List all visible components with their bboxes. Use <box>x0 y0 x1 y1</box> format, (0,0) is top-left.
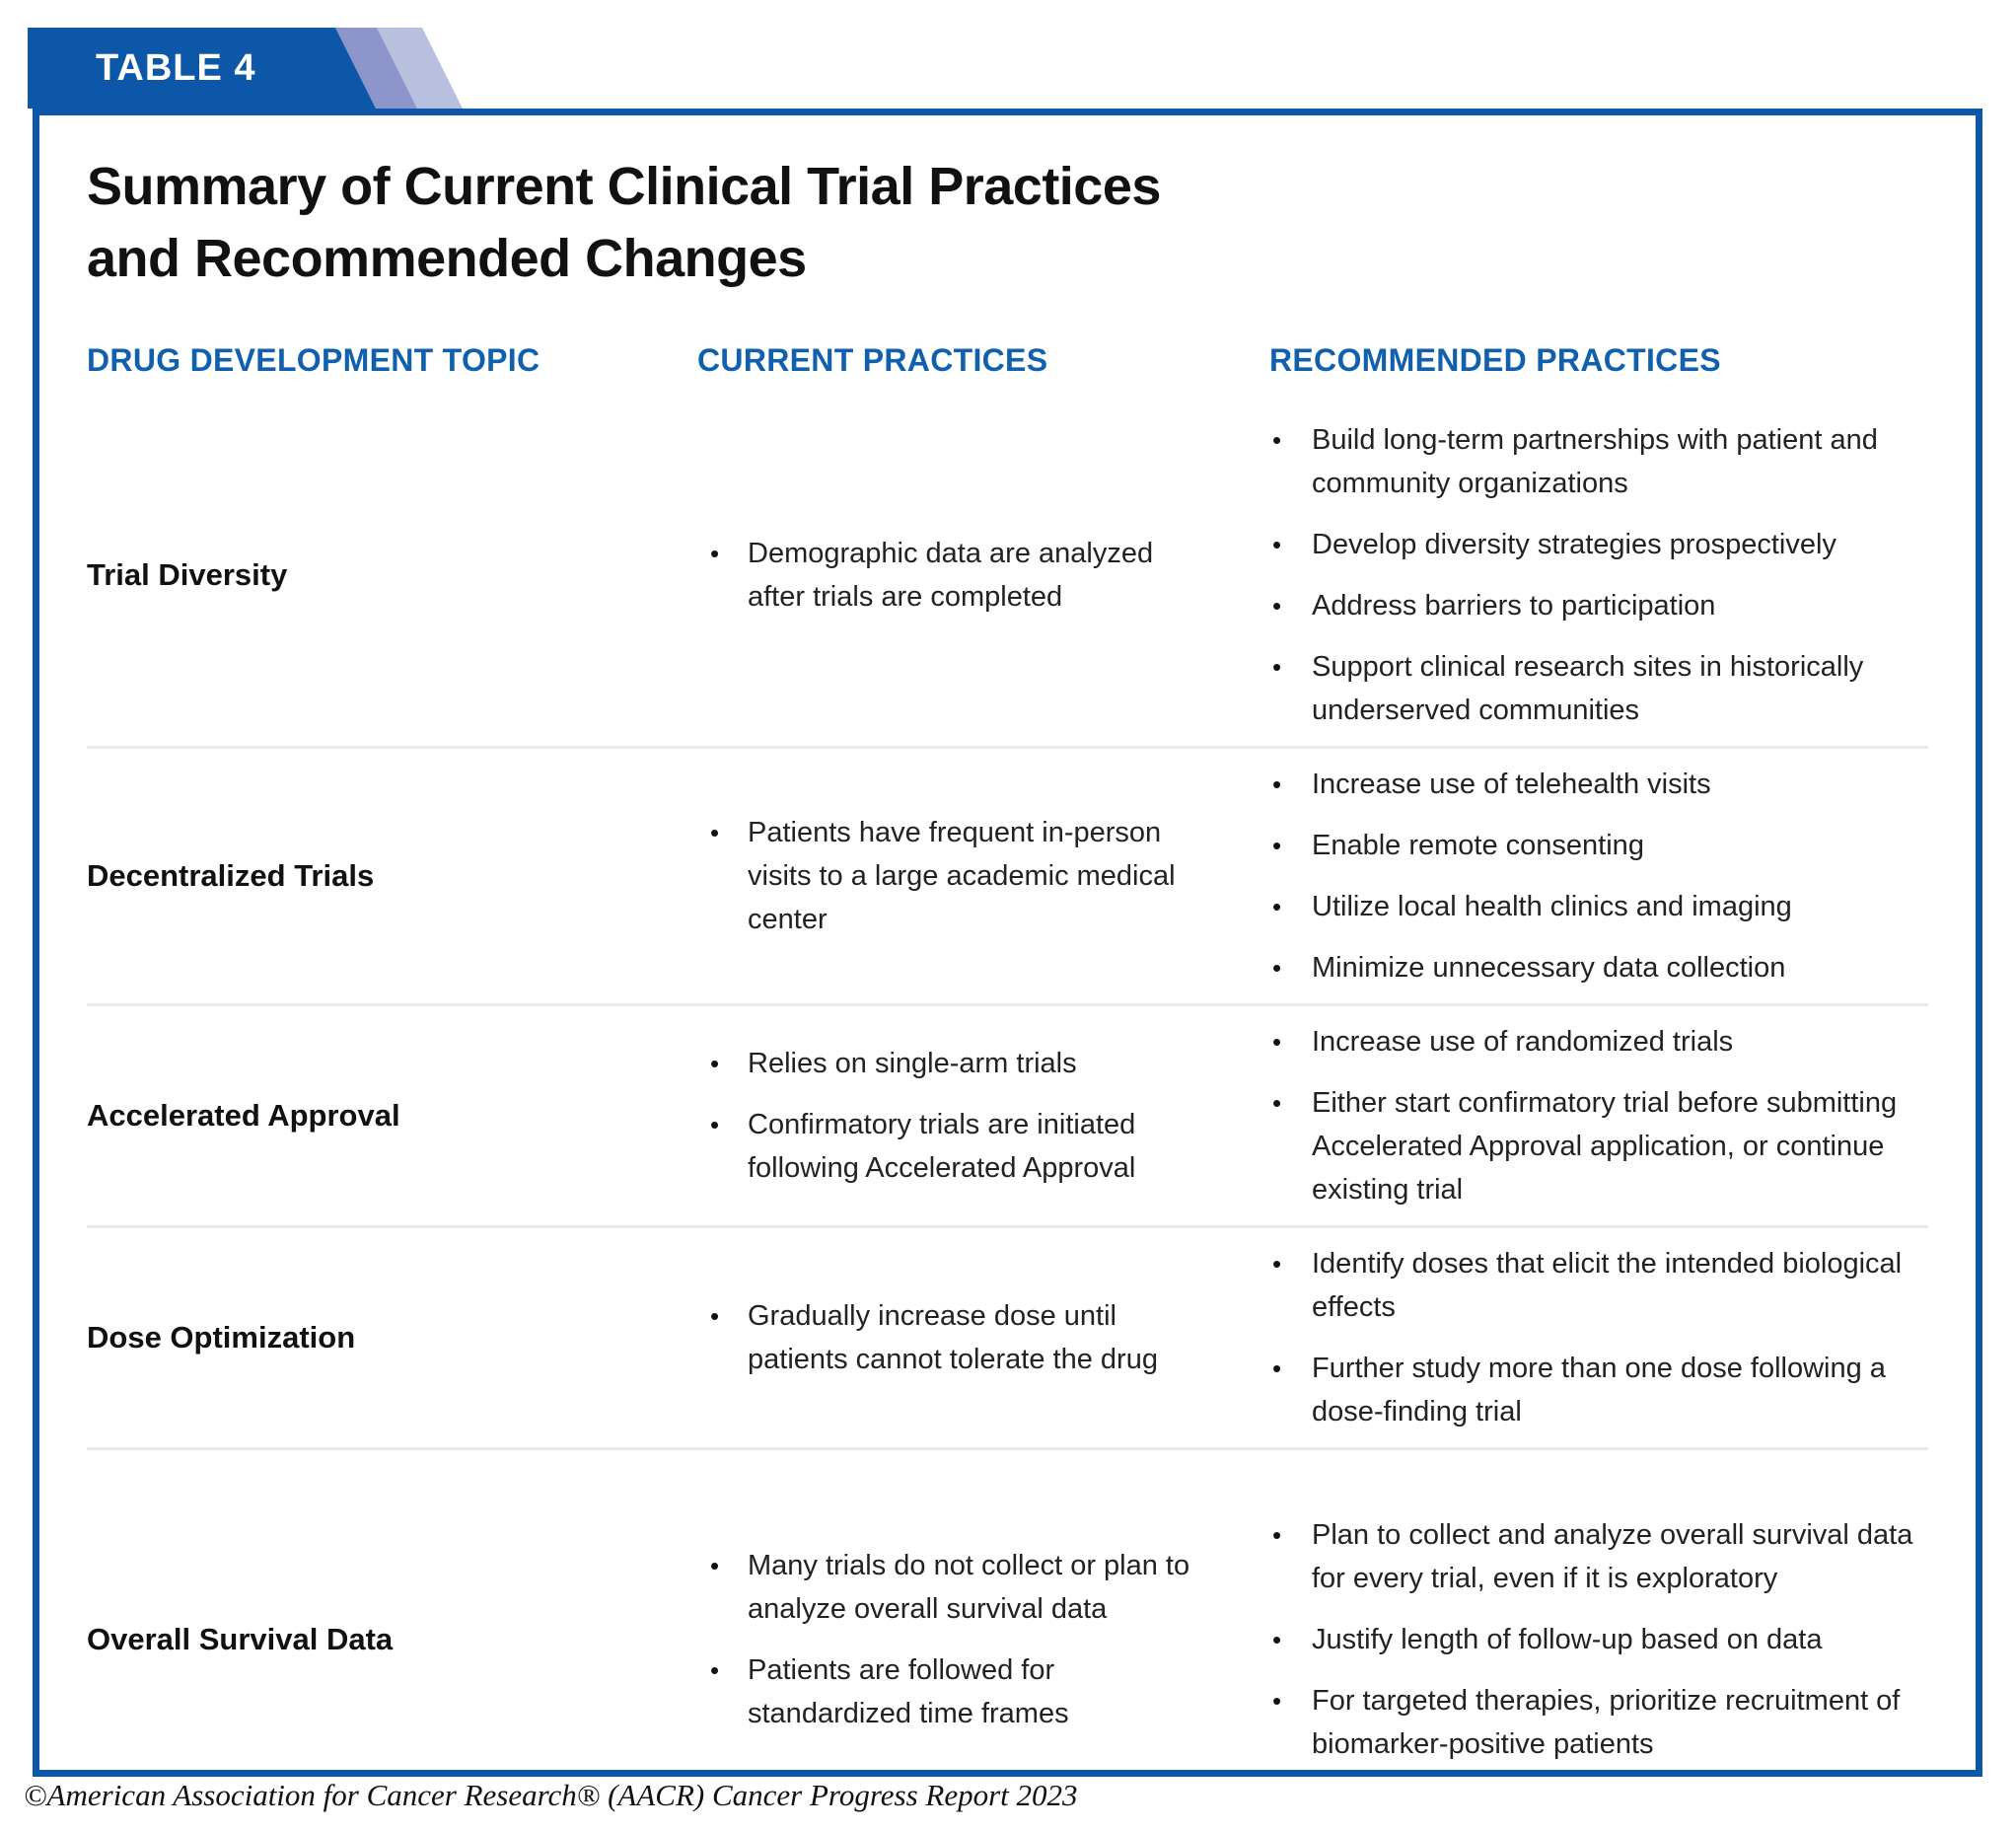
bullet-text: Justify length of follow-up based on data <box>1312 1623 1823 1655</box>
bullet-icon: • <box>1272 1624 1282 1654</box>
table-row-decentralized-trials <box>87 749 1928 1006</box>
bullet-icon: • <box>1272 1087 1282 1118</box>
bullet-icon: • <box>710 1300 720 1331</box>
bullet-icon: • <box>1272 651 1282 682</box>
list-item <box>697 1648 1269 1735</box>
column-header-row <box>87 342 1928 379</box>
table-content <box>39 115 1976 1770</box>
bullet-text: Confirmatory trials are initiated following Accelerated Approval <box>748 1108 1136 1184</box>
table-row-accelerated-approval <box>87 1006 1928 1228</box>
list-item <box>1269 1020 1928 1063</box>
topic-cell <box>87 1450 697 1829</box>
list-item <box>1269 946 1928 989</box>
banner-label: TABLE 4 <box>96 46 256 89</box>
current-practices-cell <box>697 749 1269 1003</box>
recommended-practices-cell <box>1269 749 1928 1003</box>
topic-cell <box>87 404 697 746</box>
column-header-current: CURRENT PRACTICES <box>697 341 1048 378</box>
table-title-line2: and Recommended Changes <box>87 228 807 288</box>
list-item <box>1269 885 1928 928</box>
footer-credit: ©American Association for Cancer Research® (AACR) Cancer Progress Report 2023 <box>24 1778 1078 1812</box>
topic-label: Accelerated Approval <box>87 1097 400 1133</box>
topic-cell <box>87 1006 697 1225</box>
bullet-text: Patients have frequent in-person visits to a large academic medical center <box>748 816 1176 935</box>
topic-label: Decentralized Trials <box>87 857 375 893</box>
list-item <box>1269 418 1928 505</box>
column-header-recommended: RECOMMENDED PRACTICES <box>1269 341 1721 378</box>
list-item <box>1269 1081 1928 1211</box>
topic-label: Trial Diversity <box>87 556 288 592</box>
list-item <box>697 532 1269 619</box>
list-item <box>1269 1347 1928 1433</box>
list-item <box>1269 1679 1928 1766</box>
bullet-text: Utilize local health clinics and imaging <box>1312 890 1792 922</box>
bullet-text: Build long-term partnerships with patient and community organizations <box>1312 423 1878 499</box>
table-row-dose-optimization <box>87 1228 1928 1450</box>
topic-label: Overall Survival Data <box>87 1621 394 1656</box>
recommended-practices-cell <box>1269 1228 1928 1447</box>
current-practices-cell <box>697 1228 1269 1447</box>
recommended-practices-cell <box>1269 1450 1928 1829</box>
list-item <box>1269 763 1928 806</box>
current-practices-cell <box>697 404 1269 746</box>
bullet-text: Support clinical research sites in historically underserved communities <box>1312 650 1864 726</box>
bullet-icon: • <box>710 1109 720 1139</box>
bullet-text: Many trials do not collect or plan to analyze overall survival data <box>748 1549 1190 1625</box>
bullet-text: Increase use of randomized trials <box>1312 1025 1734 1058</box>
bullet-text: Plan to collect and analyze overall survival data for every trial, even if it is exploratory <box>1312 1518 1913 1594</box>
bullet-icon: • <box>1272 424 1282 455</box>
list-item <box>697 1042 1269 1085</box>
bullet-icon: • <box>1272 1248 1282 1279</box>
recommended-practices-cell <box>1269 404 1928 746</box>
topic-label: Dose Optimization <box>87 1319 356 1355</box>
bullet-text: Relies on single-arm trials <box>748 1047 1077 1079</box>
bullet-text: Address barriers to participation <box>1312 589 1716 622</box>
bullet-text: Demographic data are analyzed after trials are completed <box>748 537 1154 613</box>
bullet-text: Enable remote consenting <box>1312 829 1644 861</box>
list-item <box>697 1294 1269 1381</box>
topic-cell <box>87 1228 697 1447</box>
list-item <box>1269 645 1928 732</box>
list-item <box>1269 1618 1928 1661</box>
list-item <box>1269 824 1928 867</box>
bullet-icon: • <box>1272 1026 1282 1057</box>
bullet-icon: • <box>1272 1353 1282 1383</box>
bullet-text: Patients are followed for standardized time frames <box>748 1653 1069 1729</box>
bullet-icon: • <box>1272 1685 1282 1716</box>
bullet-icon: • <box>1272 891 1282 921</box>
table-banner <box>28 28 491 109</box>
bullet-icon: • <box>1272 952 1282 983</box>
list-item <box>697 1103 1269 1190</box>
bullet-text: Identify doses that elicit the intended biological effects <box>1312 1247 1903 1323</box>
list-item <box>1269 1242 1928 1329</box>
list-item <box>697 811 1269 941</box>
bullet-text: Either start confirmatory trial before submitting Accelerated Approval application, or continue existing trial <box>1312 1086 1898 1206</box>
bullet-icon: • <box>1272 769 1282 799</box>
bullet-icon: • <box>1272 590 1282 621</box>
bullet-icon: • <box>710 817 720 847</box>
list-item <box>1269 1513 1928 1600</box>
topic-cell <box>87 749 697 1003</box>
table-frame <box>33 109 1982 1777</box>
bullet-text: Gradually increase dose until patients cannot tolerate the drug <box>748 1299 1158 1375</box>
current-practices-cell <box>697 1450 1269 1829</box>
bullet-icon: • <box>1272 529 1282 559</box>
bullet-icon: • <box>710 1654 720 1685</box>
bullet-icon: • <box>710 538 720 568</box>
bullet-text: Further study more than one dose following a dose-finding trial <box>1312 1352 1886 1428</box>
bullet-text: Develop diversity strategies prospectively <box>1312 528 1836 560</box>
table-row-trial-diversity <box>87 404 1928 749</box>
bullet-text: Minimize unnecessary data collection <box>1312 951 1786 984</box>
list-item <box>1269 584 1928 627</box>
recommended-practices-cell <box>1269 1006 1928 1225</box>
table-title <box>87 151 1928 295</box>
current-practices-cell <box>697 1006 1269 1225</box>
bullet-icon: • <box>710 1048 720 1078</box>
bullet-icon: • <box>710 1550 720 1580</box>
bullet-text: Increase use of telehealth visits <box>1312 768 1711 800</box>
bullet-text: For targeted therapies, prioritize recruitment of biomarker-positive patients <box>1312 1684 1901 1760</box>
bullet-icon: • <box>1272 1519 1282 1550</box>
bullet-icon: • <box>1272 830 1282 860</box>
list-item <box>697 1544 1269 1631</box>
table-title-line1: Summary of Current Clinical Trial Practices <box>87 157 1161 216</box>
list-item <box>1269 523 1928 566</box>
column-header-topic: DRUG DEVELOPMENT TOPIC <box>87 341 540 378</box>
table-row-overall-survival-data <box>87 1450 1928 1829</box>
